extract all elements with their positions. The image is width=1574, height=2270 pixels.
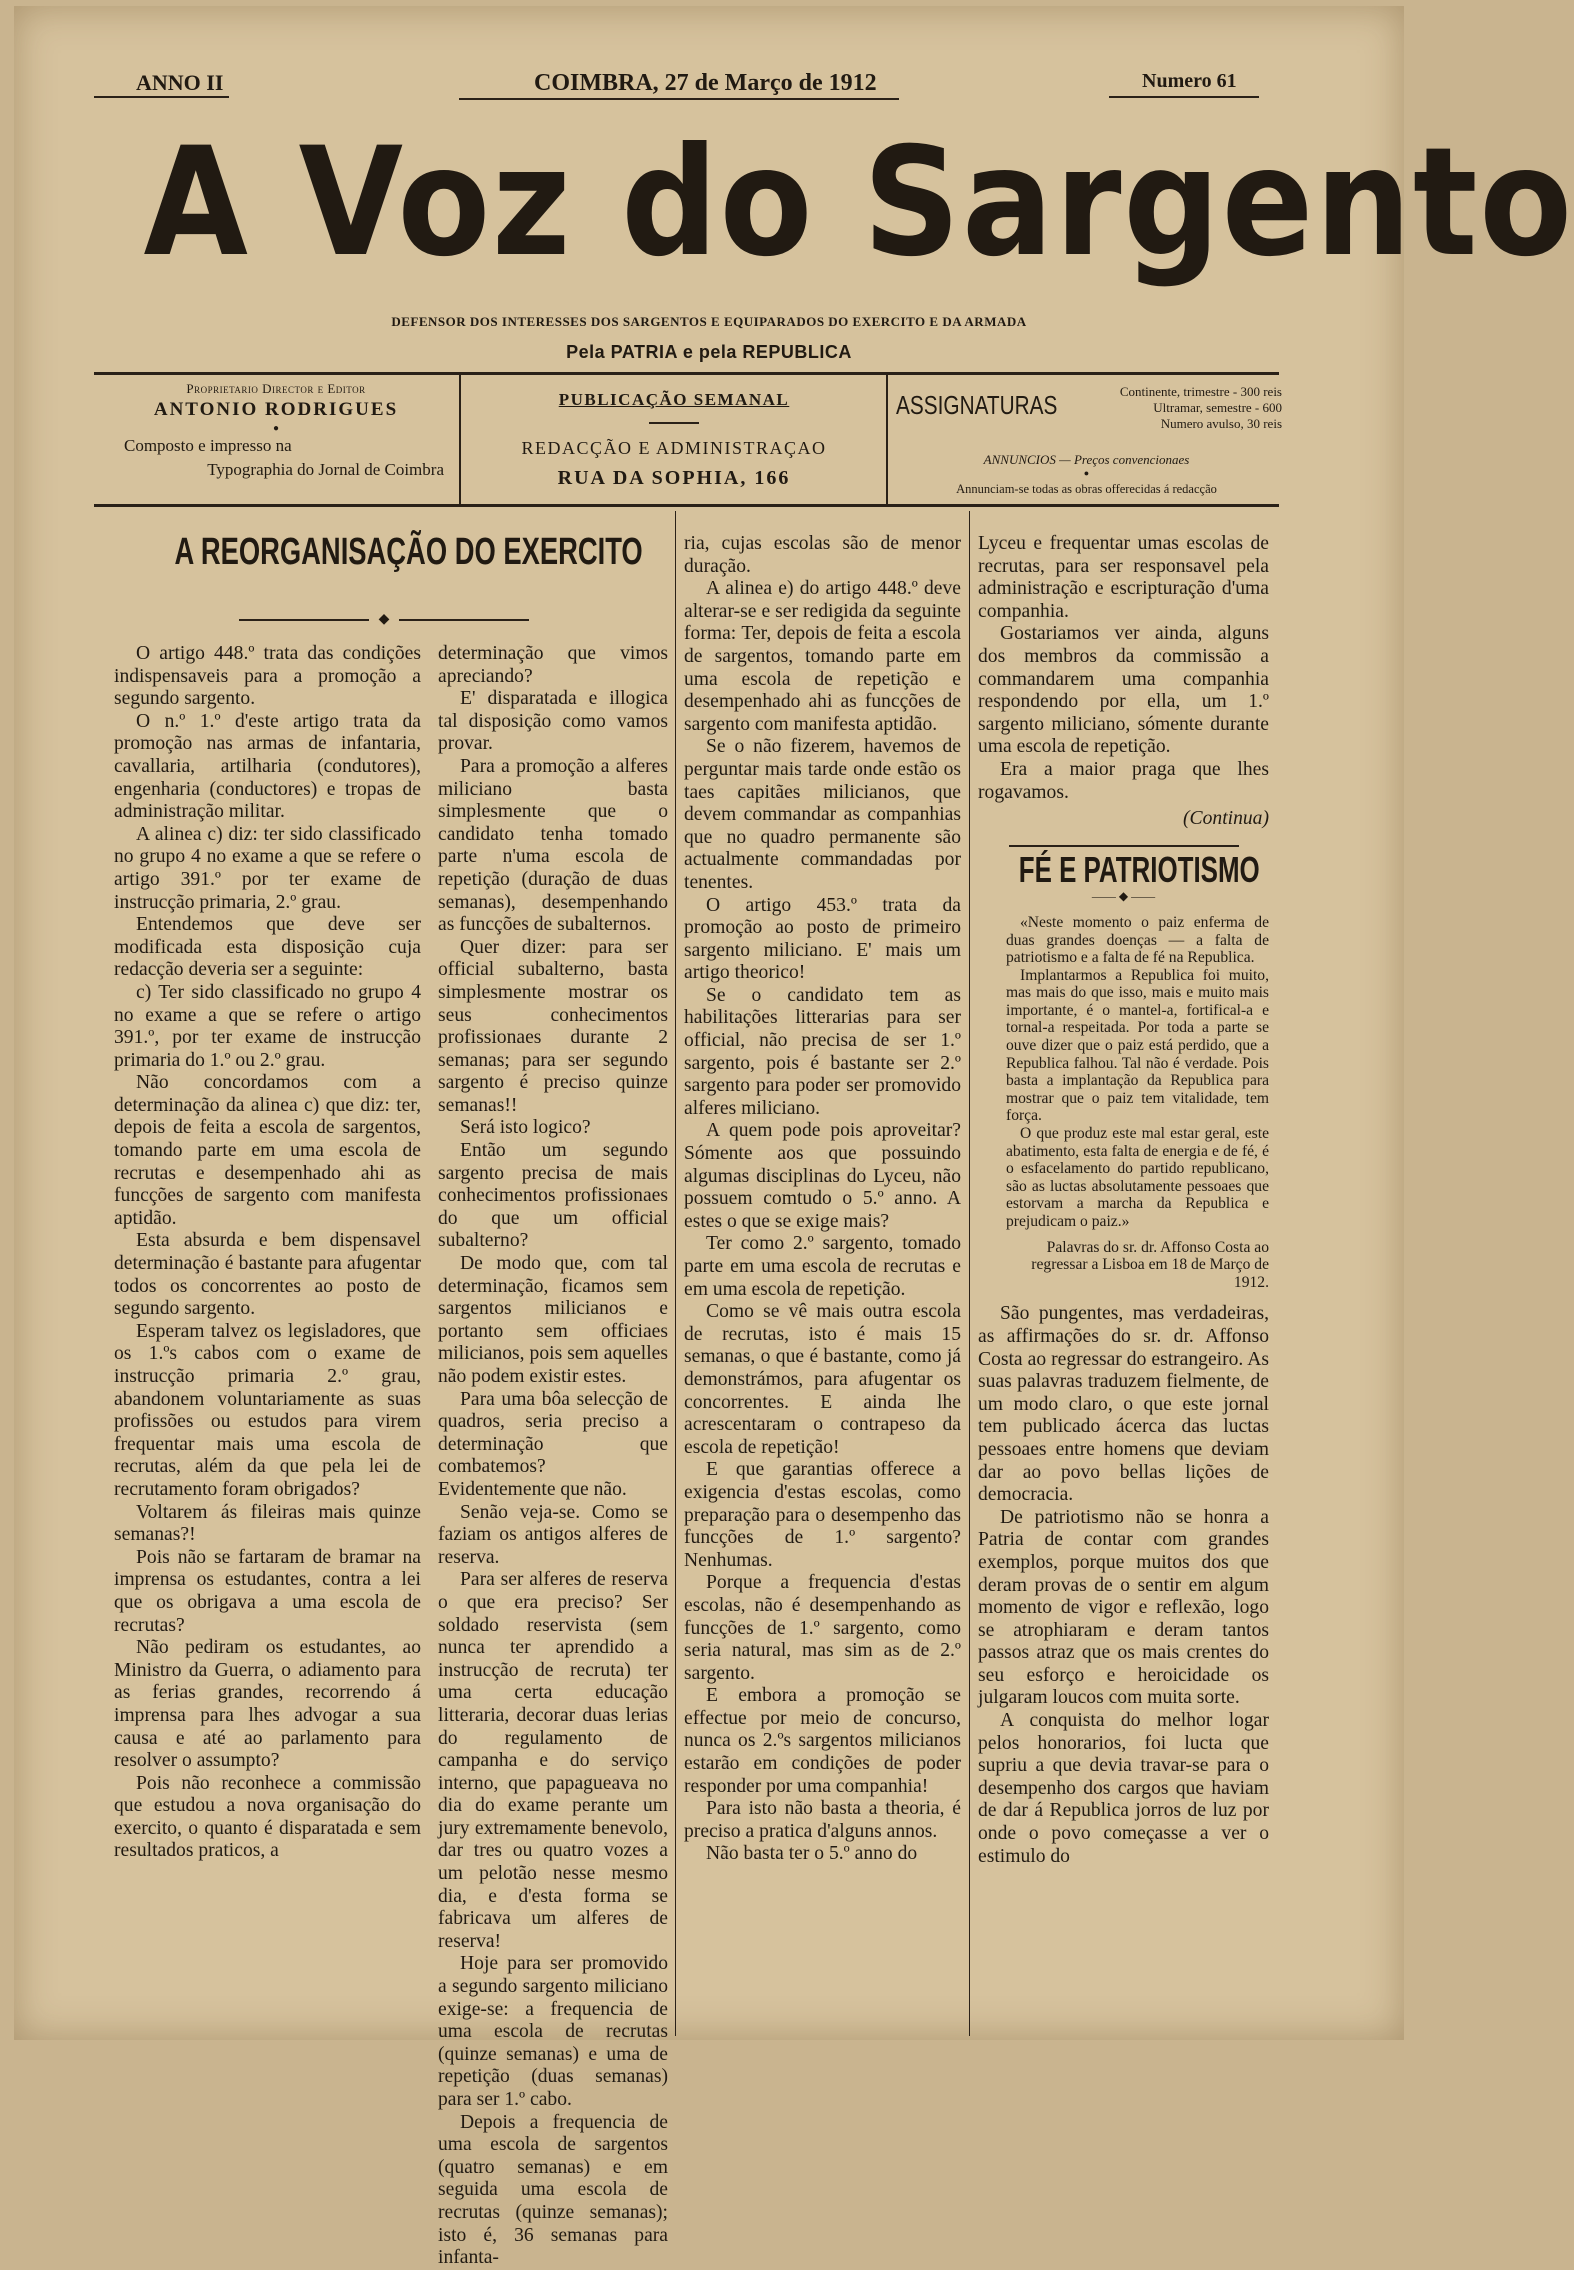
article-title: A REORGANISAÇÃO DO EXERCITO [174, 531, 643, 573]
paragraph: Como se vê mais outra escola de recrutas, isto é mais 15 semanas, o que é bastante, como já demonstrámos, para afugentar os concorrentes. E ainda lhe acrescentaram o contrapeso da escola de repetição! [684, 1301, 961, 1458]
paragraph: Gostariamos ver ainda, alguns dos membros da commissão a commandarem uma companhia respondendo por ella, um 1.º sargento miliciano, sómente durante uma escola de repetição. [978, 623, 1269, 758]
bullet: ● [272, 423, 280, 434]
paragraph: ria, cujas escolas são de menor duração. [684, 533, 961, 577]
printed-line-1: Composto e impresso na [124, 436, 292, 455]
column-divider [459, 375, 461, 504]
paragraph: Implantarmos a Republica foi muito, mas mais do que isso, mais e muito mais importante, é o mantel-a, fortifical-a e tornal-a respeitada. Por toda a parte se ouve dizer que o paiz está perdido, que a Republica falhou. Tal não é verdade. Pois basta a implantação da Republica para mostrar que o paiz tem vitalidade, tem força. [1006, 966, 1269, 1125]
rule [459, 98, 899, 100]
rule [94, 96, 229, 98]
newspaper-page [14, 6, 1574, 2269]
paragraph: Esta absurda e bem dispensavel determinação é bastante para afugentar todos os concorrentes ao posto de segundo sargento. [114, 1230, 421, 1320]
rule [94, 372, 1279, 375]
owner-role: Proprietario Director e Editor [186, 381, 366, 396]
paragraph: Esperam talvez os legisladores, que os 1.ºs cabos com o exame de instrucção primaria 2.º grau, abandonem voluntariamente as suas profissões ou estudos para virem frequentar mais uma escola de recrutas, além da que pela lei de recrutamento foram obrigados? [114, 1320, 421, 1500]
masthead-motto: Pela PATRIA e pela REPUBLICA [566, 342, 852, 362]
article-title-2: FÉ E PATRIOTISMO [1018, 848, 1260, 890]
masthead-title: A Voz do Sargento [143, 116, 1574, 290]
bullet: ● [1083, 468, 1090, 478]
issue-number: Numero 61 [1142, 70, 1237, 92]
masthead-subtitle: DEFENSOR DOS INTERESSES DOS SARGENTOS E EQUIPARADOS DO EXERCITO E DA ARMADA [391, 314, 1027, 329]
article-column-2 [438, 643, 668, 2269]
paragraph: Se o candidato tem as habilitações litterarias para ser official, não precisa de ser 1.º sargento, pois é bastante ser 2.º sargento para poder ser promovido alferes miliciano. [684, 984, 961, 1119]
paragraph: Lyceu e frequentar umas escolas de recrutas, para ser responsavel pela administração e escripturação d'uma companhia. [978, 533, 1269, 622]
paragraph: Porque a frequencia d'estas escolas, não é desempenhando as funcções de 1.º sargento, como seria natural, mas sim as de 2.º sargento. [684, 1572, 961, 1684]
paragraph: Entendemos que deve ser modificada esta disposição cuja redacção deveria ser a seguinte: [114, 914, 421, 981]
publication-frequency: PUBLICAÇÃO SEMANAL [558, 390, 790, 409]
paragraph: E' disparatada e illogica tal disposição como vamos provar. [438, 688, 668, 755]
short-rule [649, 422, 699, 424]
address: RUA DA SOPHIA, 166 [557, 467, 791, 489]
paragraph: Quer dizer: para ser official subalterno, basta simplesmente mostrar os seus conhecimentos profissionaes durante 2 semanas; para ser segundo sargento é preciso quinze semanas!! [438, 936, 668, 1116]
printed-line-2: Typographia do Jornal de Coimbra [207, 460, 444, 479]
column-divider [969, 511, 970, 2036]
paragraph: Para isto não basta a theoria, é preciso a pratica d'alguns annos. [684, 1798, 961, 1842]
dateline: COIMBRA, 27 de Março de 1912 [534, 70, 877, 96]
paragraph: Para a promoção a alferes miliciano basta simplesmente que o candidato tenha tomado parte n'uma escola de repetição (duração de duas semanas), desempenhando as funcções de subalternos. [438, 755, 668, 936]
paragraph: De modo que, com tal determinação, ficamos sem sargentos milicianos e portanto sem officiaes milicianos, pois sem aquelles não podem existir estes. [438, 1253, 668, 1387]
price-ultramar: Ultramar, semestre - 600 [1153, 400, 1282, 415]
quote-attribution: Palavras do sr. dr. Affonso Costa ao regressar a Lisboa em 18 de Março de 1912. [1031, 1238, 1269, 1291]
paragraph: Para uma bôa selecção de quadros, seria preciso a determinação que combatemos? Evidentemente que não. [438, 1388, 668, 1500]
paragraph: A alinea e) do artigo 448.º deve alterar-se e ser redigida da seguinte forma: Ter, depois de feita a escola de sargentos, tomando parte em uma escola de repetição e desempenhado ahi as funcções de sargento com manifesta aptidão. [684, 578, 961, 735]
rule [1009, 845, 1239, 847]
paragraph: «Neste momento o paiz enferma de duas grandes doenças — a falta de patriotismo e a falta de fé na Republica. [1006, 913, 1269, 967]
paragraph: Depois a frequencia de uma escola de sargentos (quatro semanas) e em seguida uma escola de recrutas (quinze semanas); isto é, 36 semanas para infanta- [438, 2111, 668, 2269]
article-column-3 [684, 533, 961, 2038]
issue-year: ANNO II [136, 70, 224, 95]
quote-block [1006, 914, 1269, 1291]
paragraph: E que garantias offerece a exigencia d'estas escolas, como preparação para o desempenho das funcções de 1.º sargento? Nenhumas. [684, 1459, 961, 1571]
continua-note: (Continua) [1183, 808, 1269, 830]
price-avulso: Numero avulso, 30 reis [1160, 416, 1282, 431]
paragraph: A conquista do melhor logar pelos honorarios, foi lucta que supriu a que devia travar-se para o desempenho dos cargos que haviam de dar á Republica jorros de luz por onde o povo começasse a ver o estimulo do [978, 1710, 1269, 1867]
paragraph: c) Ter sido classificado no grupo 4 no exame a que se refere o artigo 391.º, por ter exame de instrucção primaria do 1.º ou 2.º grau. [114, 981, 421, 1071]
paragraph: O artigo 448.º trata das condições indispensaveis para a promoção a segundo sargento. [114, 643, 421, 710]
paragraph: De patriotismo não se honra a Patria de contar com grandes exemplos, porque muitos dos que deram provas de o sentir em algum momento de vigor e reflexão, logo se atrophiaram e deram tantos passos atraz que os mais crentes do seu esforço e heroicidade os julgaram loucos com muita sorte. [978, 1506, 1269, 1709]
ads-note: Annunciam-se todas as obras offerecidas á redacção [956, 482, 1217, 496]
paragraph: O n.º 1.º d'este artigo trata da promoção nas armas de infantaria, cavallaria, artilharia (condutores), engenharia (conductores) e tropas de administração militar. [114, 710, 421, 823]
owner-block [96, 381, 456, 480]
article-column-1 [114, 643, 421, 2038]
paragraph: Se o não fizerem, havemos de perguntar mais tarde onde estão os taes capitães milicianos, que devem commandar as companhias que no quadro permanente são actualmente commandadas por tenentes. [684, 736, 961, 893]
paragraph: Pois não reconhece a commissão que estudou a nova organisação do exercito, o quanto é disparatada e sem resultados praticos, a [114, 1772, 421, 1862]
article-column-4 [978, 533, 1269, 2038]
paragraph: Ter como 2.º sargento, tomado parte em uma escola de recrutas e em uma escola de repetição. [684, 1233, 961, 1300]
paragraph: Então um segundo sargento precisa de mais conhecimentos profissionaes do que um official subalterno? [438, 1140, 668, 1252]
column-divider [886, 375, 888, 504]
paragraph: O artigo 453.º trata da promoção ao posto de primeiro sargento miliciano. E' mais um artigo theorico! [684, 894, 961, 984]
paragraph: Voltarem ás fileiras mais quinze semanas?! [114, 1501, 421, 1546]
admin-label: REDACÇÃO E ADMINISTRAÇAO [521, 438, 827, 458]
paragraph: São pungentes, mas verdadeiras, as affirmações do sr. dr. Affonso Costa ao regressar do estrangeiro. As suas palavras traduzem fielmente, de um modo claro, o que este jornal tem publicado ácerca das luctas pessoaes entre homens que deviam dar ao povo bellas lições de democracia. [978, 1303, 1269, 1506]
paragraph: Não basta ter o 5.º anno do [706, 1843, 918, 1865]
rule [94, 504, 1279, 507]
paragraph: determinação que vimos apreciando? [438, 643, 668, 687]
paragraph: O que produz este mal estar geral, este abatimento, esta falta de energia e de fé, é o esfacelamento do partido republicano, são as luctas absolutamente pessoaes que estorvam a marcha da Republica e prejudicam o paiz.» [1006, 1125, 1269, 1230]
paragraph: Era a maior praga que lhes rogavamos. [978, 758, 1269, 803]
paragraph: Será isto logico? [460, 1117, 591, 1139]
owner-name: ANTONIO RODRIGUES [153, 399, 399, 420]
paragraph: A quem pode pois aproveitar? Sómente aos que possuindo algumas disciplinas do Lyceu, não possuem comtudo o 5.º anno. A estes o que se exige mais? [684, 1120, 961, 1232]
subscriptions-prices [1072, 384, 1282, 432]
paragraph: Não concordamos com a determinação da alinea c) que diz: ter, depois de feita a escola de sargentos, tomando parte em uma escola de recrutas e desempenhado ahi as funcções de sargento com manifesta aptidão. [114, 1072, 421, 1229]
paragraph: Pois não se fartaram de bramar na imprensa os estudantes, contra a lei que os obrigava a uma escola de recrutas? [114, 1546, 421, 1636]
rule [1109, 96, 1259, 98]
paragraph: Não pediram os estudantes, ao Ministro da Guerra, o adiamento para as ferias grandes, recorrendo á imprensa para lhes advogar a sua causa e até ao parlamento para resolver o assumpto? [114, 1637, 421, 1772]
paragraph: Para ser alferes de reserva o que era preciso? Ser soldado reservista (sem nunca ter aprendido a instrucção de recruta) ter uma certa educação litteraria, decorar duas lerias do regulamento de campanha e do serviço interno, que papagueava no dia do exame perante um jury extremamente benevolo, dar tres ou quatro vozes a um pelotão nesse mesmo dia, e d'esta forma se fabricava um alferes de reserva! [438, 1569, 668, 1952]
price-continente: Continente, trimestre - 300 reis [1119, 384, 1282, 399]
publication-block [464, 390, 884, 490]
paragraph: Senão veja-se. Como se faziam os antigos alferes de reserva. [438, 1501, 668, 1568]
paragraph: E embora a promoção se effectue por meio de concurso, nunca os 2.ºs sargentos milicianos estarão em condições de poder responder por uma companhia! [684, 1685, 961, 1797]
column-divider [675, 511, 676, 2036]
ads-line: ANNUNCIOS — Preços convencionaes [983, 452, 1190, 467]
subscriptions-title: ASSIGNATURAS [896, 390, 1058, 420]
title-ornament: ◆ [239, 610, 529, 621]
paragraph: Hoje para ser promovido a segundo sargento miliciano exige-se: a frequencia de uma escola de recrutas (quinze semanas) e uma de repetição (duas semanas) para ser 1.º cabo. [438, 1953, 668, 2110]
paragraph: A alinea c) diz: ter sido classificado no grupo 4 no exame a que se refere o artigo 391.º por ter exame de instrucção primaria, 2.º grau. [114, 823, 421, 913]
title-ornament: —— ◆ —— [1091, 889, 1156, 904]
